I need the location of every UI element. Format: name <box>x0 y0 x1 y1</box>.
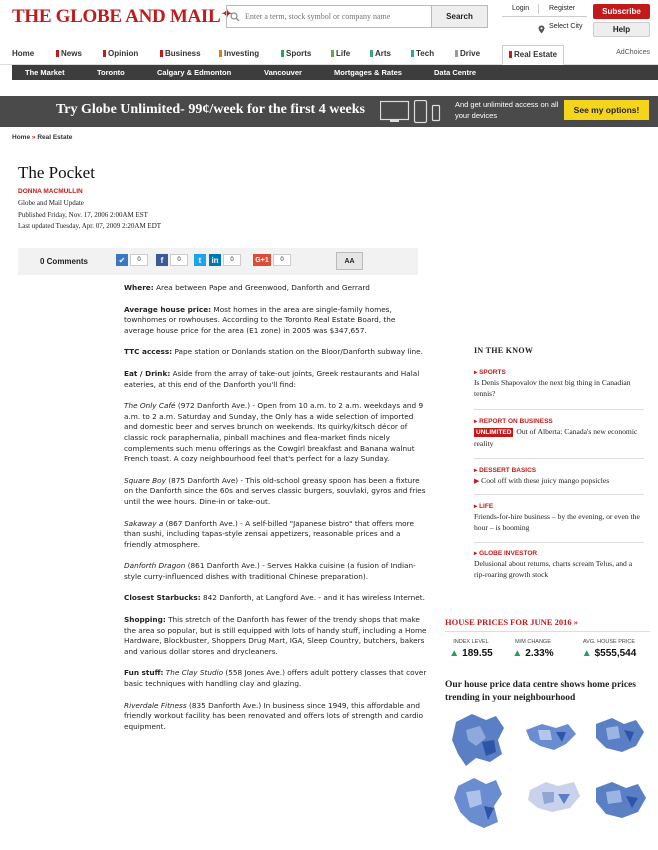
sub-nav <box>12 65 658 80</box>
section-color-swatch <box>56 50 59 57</box>
know-category: ▸ REPORT ON BUSINESS <box>474 418 553 425</box>
know-headline-text: Out of Alberta: Canada's new economic reality <box>474 427 638 448</box>
know-category-text: GLOBE INVESTOR <box>479 550 538 557</box>
subnav-item-calgary-edmonton[interactable]: Calgary & Edmonton <box>157 68 232 77</box>
nav-label: Life <box>336 49 351 58</box>
know-headline: Friends-for-hire business – by the evening, or even the hour – is booming <box>474 512 640 532</box>
paragraph-text: (861 Danforth Ave.) - Serves Hakka cuisine (a fusion of Indian-style curry-influenced dishes with traditional Chinese preparation). <box>124 561 416 581</box>
divider <box>474 542 644 543</box>
share-bar <box>18 248 418 275</box>
stat-value-text: 2.33% <box>525 648 554 659</box>
devices-icon <box>380 100 448 129</box>
paragraph-text: Most homes in the area are single-family homes, townhomes or rowhouses. According to the Toronto Real Estate Board, the average house price for the area (E1 zone) in 2005 was $347,657. <box>124 304 396 335</box>
know-headline-text: Cool off with these juicy mango popsicles <box>481 476 610 485</box>
nav-label: News <box>61 49 82 58</box>
stat-avg-house-price <box>570 639 648 659</box>
nav-item-arts[interactable] <box>370 49 391 58</box>
article-source: Globe and Mail Update <box>18 199 84 207</box>
nav-label: Tech <box>416 49 435 58</box>
stat-value <box>440 648 502 659</box>
nav-label: Real Estate <box>514 50 558 59</box>
linkedin-icon: in <box>209 254 221 266</box>
paragraph-text: 842 Danforth, at Langford Ave. - and it has wireless Internet. <box>200 593 425 603</box>
house-price-description[interactable]: Our house price data centre shows home prices trending in your neighbourhood <box>445 680 636 703</box>
nav-item-home[interactable] <box>12 49 34 58</box>
know-category-text: REPORT ON BUSINESS <box>479 418 553 425</box>
share-vkontakte[interactable] <box>116 254 148 267</box>
know-category-text: LIFE <box>479 503 494 510</box>
promo-text: Try Globe Unlimited- 99¢/week for the first 4 weeks <box>56 102 365 117</box>
know-headline <box>474 426 642 449</box>
know-item-life[interactable] <box>474 502 642 533</box>
paragraph-only-cafe <box>124 401 427 465</box>
nav-label: Investing <box>224 49 260 58</box>
know-item-sports[interactable] <box>474 368 642 399</box>
search-box <box>226 5 488 28</box>
paragraph-text: Aside from the array of take-out joints, Greek restaurants and Halal eateries, at this end of the Danforth you'll find: <box>124 368 420 389</box>
promo-banner[interactable] <box>0 96 658 127</box>
comments-link[interactable]: 0 Comments <box>39 257 88 266</box>
logo-text: THE GLOBE AND MAIL <box>12 6 221 27</box>
know-category: ▸ DESSERT BASICS <box>474 467 537 474</box>
paragraph-text: Pape station or Donlands station on the Bloor/Danforth subway line. <box>172 347 423 357</box>
paragraph-label: TTC access: <box>124 347 173 357</box>
breadcrumb-separator: » <box>31 134 36 141</box>
know-headline <box>474 475 642 487</box>
arrow-up-icon: ▲ <box>581 648 592 659</box>
know-item-dessert-basics[interactable] <box>474 466 642 487</box>
know-category: ▸ GLOBE INVESTOR <box>474 550 538 557</box>
paragraph-where <box>124 283 427 294</box>
section-color-swatch <box>281 50 284 57</box>
article-title: The Pocket <box>18 163 95 182</box>
nav-label: Business <box>165 49 201 58</box>
nav-label: Opinion <box>108 49 139 58</box>
author-link[interactable]: DONNA MACMULLIN <box>18 188 83 195</box>
know-category: ▸ SPORTS <box>474 369 506 376</box>
paragraph-fun-stuff <box>124 668 427 689</box>
know-headline: Is Denis Shapovalov the next big thing in Canadian tennis? <box>474 378 631 398</box>
search-icon <box>227 6 243 27</box>
know-headline: Delusional about returns, charts scream Telus, and a rip-roaring growth stock <box>474 559 633 579</box>
paragraph-label: Closest Starbucks: <box>124 593 201 603</box>
paragraph-text: (835 Danforth Ave.) In business since 1949, this affordable and friendly workout facility has been renovated and offers lots of strength and cardio equipment. <box>124 700 424 731</box>
arrow-up-icon: ▲ <box>449 648 460 659</box>
login-link[interactable]: Login <box>512 5 530 12</box>
section-color-swatch <box>331 50 334 57</box>
share-linkedin[interactable] <box>209 254 241 267</box>
know-category-text: SPORTS <box>479 369 506 376</box>
nav-item-opinion[interactable] <box>103 49 138 58</box>
paragraph-square-boy <box>124 476 427 508</box>
share-count: 0 <box>130 254 148 266</box>
stat-index-level <box>440 639 502 659</box>
article-body <box>124 283 427 743</box>
published-date: Published Friday, Nov. 17, 2006 2:00AM EST <box>18 211 148 219</box>
paragraph-text: (972 Danforth Ave.) - Open from 10 a.m. to 2 a.m. weekdays and 9 a.m. to 2 a.m. Saturday and Sunday, the Only has a wide selection of imported and domestic beer and serves brunch on weekends. Its quirky/kitsch décor of classic rock paraphernalia, pinball machines and flea-market finds nicely complements such menu offerings as the Cowgirl breakfast and Banana walnut French toast. A cozy neighbourhood feel that's perfect for a lazy Sunday. <box>124 401 424 464</box>
divider <box>445 631 650 632</box>
paragraph-text: This stretch of the Danforth has fewer of the trendy shops that make the area so popular, but is still equipped with lots of handy stuff, including a Home Hardware, Blockbuster, Shoppers Drug Mart, IGA, Sleep Country, butchers, bakers and various dollar stores and drycleaners. <box>124 615 427 656</box>
neighbourhood-maps-image[interactable] <box>446 710 651 840</box>
share-googleplus[interactable] <box>253 254 291 267</box>
paragraph-label: Where: <box>124 283 154 292</box>
maple-leaf-icon: ✦ <box>221 6 232 21</box>
divider <box>474 409 644 410</box>
section-color-swatch <box>370 50 373 57</box>
subnav-item-mortgages-rates[interactable]: Mortgages & Rates <box>334 68 402 77</box>
paragraph-text: (558 Jones Ave.) offers adult pottery classes that cover basic techniques with handling clay and glazing. <box>124 668 427 689</box>
stat-value <box>570 648 648 659</box>
stat-label: AVG. HOUSE PRICE <box>582 639 636 645</box>
paragraph-eat-drink <box>124 369 427 390</box>
venue-name: Danforth Dragon <box>124 561 186 571</box>
help-button[interactable]: Help <box>593 22 650 37</box>
unlimited-badge: UNLIMITED <box>476 429 512 436</box>
search-button[interactable]: Search <box>431 6 487 27</box>
section-color-swatch <box>509 51 512 58</box>
nav-item-business[interactable] <box>160 49 201 58</box>
divider <box>538 4 539 14</box>
paragraph-label: Eat / Drink: <box>124 368 171 378</box>
in-the-know-heading: IN THE KNOW <box>474 346 534 355</box>
adchoices-link[interactable]: AdChoices <box>616 49 650 56</box>
paragraph-ttc <box>124 347 427 358</box>
stat-value-text: $555,544 <box>594 648 637 659</box>
nav-item-drive[interactable] <box>455 49 480 58</box>
paragraph-text: (875 Danforth Ave) - This old-school greasy spoon has been a fixture on the Danforth since the 60s and serves classic burgers, souvlaki, gyros and fries until the wee hours. Dine-in or take-out. <box>124 475 426 506</box>
share-facebook[interactable] <box>156 254 188 267</box>
section-color-swatch <box>103 50 106 57</box>
divider <box>474 458 644 459</box>
arrow-up-icon: ▲ <box>512 648 523 659</box>
house-prices-heading[interactable]: HOUSE PRICES FOR JUNE 2016 » <box>445 617 578 627</box>
share-count: 0 <box>223 254 241 266</box>
paragraph-riverdale-fitness <box>124 701 427 733</box>
venue-name: The Only Café <box>124 401 176 411</box>
main-nav <box>0 44 658 65</box>
paragraph-danforth-dragon <box>124 561 427 582</box>
stat-mm-change <box>502 639 564 659</box>
select-city-link[interactable]: Select City <box>549 23 583 30</box>
breadcrumb-home[interactable]: Home <box>12 134 31 141</box>
googleplus-icon: G+1 <box>253 254 271 266</box>
facebook-icon: f <box>156 254 168 266</box>
nav-label: Sports <box>286 49 312 58</box>
nav-label: Drive <box>460 49 481 58</box>
stat-value-text: 189.55 <box>462 648 493 659</box>
venue-name: Sakaway a <box>124 518 164 528</box>
share-count: 0 <box>273 254 291 266</box>
twitter-icon: t <box>194 254 206 266</box>
subnav-item-toronto[interactable]: Toronto <box>97 68 125 77</box>
stat-label: INDEX LEVEL <box>453 639 489 645</box>
see-options-button[interactable]: See my options! <box>564 100 649 120</box>
paragraph-text: (867 Danforth Ave.) - A self-billed "Japanese bistro" that offers more than sushi, including tapas-style zensai appetizers, reasonable prices and a friendly atmosphere. <box>124 518 414 549</box>
breadcrumb <box>12 134 72 141</box>
nav-label: Arts <box>375 49 392 58</box>
register-link[interactable]: Register <box>549 5 576 12</box>
stat-label: M/M CHANGE <box>515 639 551 645</box>
know-item-report-on-business[interactable] <box>474 417 642 449</box>
know-category: ▸ LIFE <box>474 503 494 510</box>
search-input[interactable] <box>243 6 431 27</box>
subnav-item-the-market[interactable]: The Market <box>25 68 65 77</box>
stat-value <box>502 648 564 659</box>
play-icon: ▶ <box>474 477 482 485</box>
subnav-item-data-centre[interactable]: Data Centre <box>434 68 477 77</box>
nav-item-news[interactable] <box>56 49 82 58</box>
section-color-swatch <box>160 50 163 57</box>
paragraph-label: Shopping: <box>124 615 166 625</box>
nav-item-tech[interactable] <box>411 49 434 58</box>
paragraph-text: Area between Pape and Greenwood, Danforth and Gerrard <box>153 283 370 292</box>
venue-name: Riverdale Fitness <box>124 700 187 710</box>
text-size-button[interactable]: AA <box>336 252 363 270</box>
nav-item-sports[interactable] <box>281 49 311 58</box>
share-icon: ✔ <box>116 254 128 266</box>
nav-label: Home <box>12 49 35 58</box>
subscribe-button[interactable]: Subscribe <box>593 4 650 19</box>
venue-name: Square Boy <box>124 475 166 485</box>
nav-item-investing[interactable] <box>219 49 259 58</box>
nav-item-real-estate[interactable] <box>502 45 564 65</box>
promo-subtext: And get unlimited access on all your devices <box>455 100 559 120</box>
paragraph-starbucks <box>124 593 427 604</box>
paragraph-sakawaya <box>124 519 427 551</box>
nav-item-life[interactable] <box>331 49 350 58</box>
know-item-globe-investor[interactable] <box>474 549 642 580</box>
venue-name: The Clay Studio <box>165 668 224 678</box>
paragraph-label: Fun stuff: <box>124 668 164 678</box>
divider <box>474 494 644 495</box>
paragraph-house-price <box>124 305 427 337</box>
location-icon <box>538 21 545 39</box>
share-twitter[interactable] <box>194 254 206 267</box>
paragraph-label: Average house price: <box>124 304 212 314</box>
section-color-swatch <box>219 50 222 57</box>
know-category-text: DESSERT BASICS <box>479 467 537 474</box>
section-color-swatch <box>411 50 414 57</box>
breadcrumb-real-estate[interactable]: Real Estate <box>37 134 73 141</box>
section-color-swatch <box>455 50 458 57</box>
divider <box>502 16 587 17</box>
paragraph-shopping <box>124 615 427 657</box>
updated-date: Last updated Tuesday, Apr. 07, 2009 2:20AM EDT <box>18 222 162 230</box>
share-count: 0 <box>170 254 188 266</box>
subnav-item-vancouver[interactable]: Vancouver <box>264 68 302 77</box>
logo[interactable] <box>12 6 232 28</box>
